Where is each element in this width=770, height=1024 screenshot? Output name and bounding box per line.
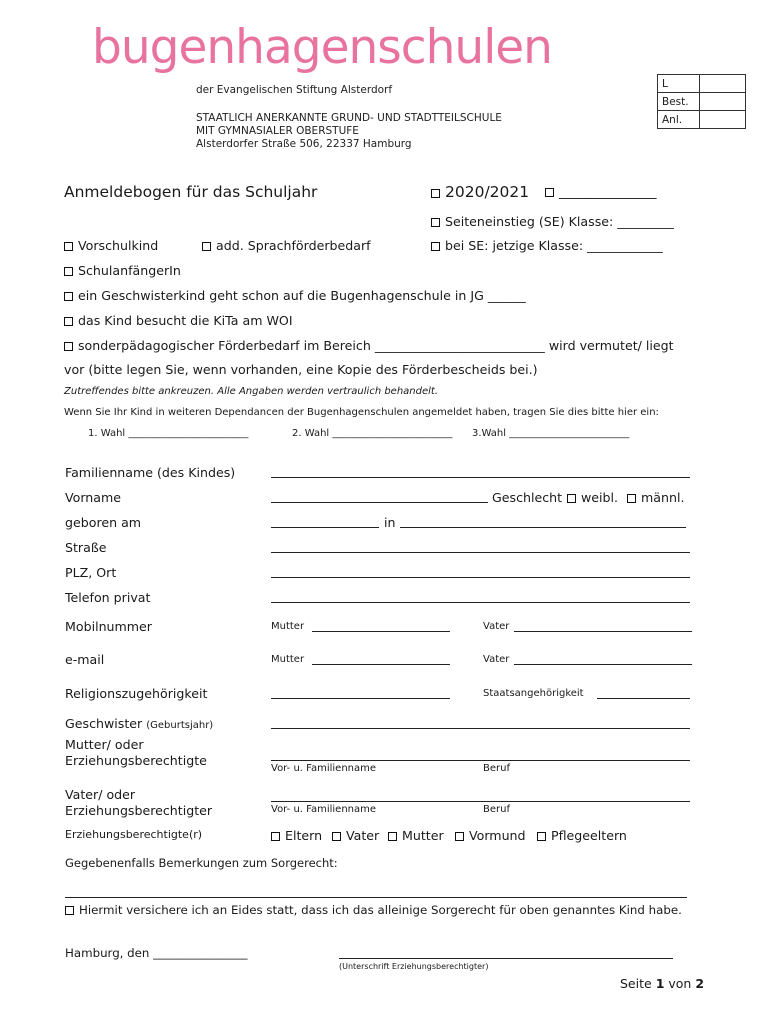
hint-text: Zutreffendes bitte ankreuzen. Alle Angaben werden vertraulich behandelt. bbox=[64, 386, 439, 397]
label-vorname: Vorname bbox=[65, 490, 122, 505]
field-geschwister[interactable] bbox=[271, 728, 690, 729]
field-mobil-vater[interactable] bbox=[514, 631, 692, 632]
label-strasse: Straße bbox=[65, 540, 107, 555]
bei-se-option[interactable]: bei SE: jetzige Klasse: ____________ bbox=[431, 238, 663, 253]
label-mutter-name: Vor- u. Familienname bbox=[271, 763, 377, 774]
vorschulkind-option[interactable]: Vorschulkind bbox=[64, 238, 158, 253]
schulanfaenger-option[interactable]: SchulanfängerIn bbox=[64, 263, 181, 278]
field-bemerkungen[interactable] bbox=[65, 897, 687, 898]
label-vater-name: Vor- u. Familienname bbox=[271, 804, 377, 815]
checkbox-maennl[interactable] bbox=[627, 494, 636, 503]
checkbox-eid[interactable] bbox=[65, 906, 74, 915]
field-telefon[interactable] bbox=[271, 602, 690, 603]
field-strasse[interactable] bbox=[271, 552, 690, 553]
label-email: e-mail bbox=[65, 652, 105, 667]
school-type-line-2: MIT GYMNASIALER OBERSTUFE bbox=[196, 125, 359, 137]
label-plz-ort: PLZ, Ort bbox=[65, 565, 117, 580]
field-geburtsort[interactable] bbox=[400, 527, 686, 528]
box-label-anl: Anl. bbox=[658, 111, 700, 129]
field-mutter-erz[interactable] bbox=[271, 760, 690, 761]
office-use-box bbox=[657, 74, 746, 129]
field-staat[interactable] bbox=[597, 698, 690, 699]
option-vater[interactable]: Vater bbox=[332, 828, 379, 843]
field-email-vater[interactable] bbox=[514, 664, 692, 665]
checkbox-schulanfaenger[interactable] bbox=[64, 267, 73, 276]
label-email-vater: Vater bbox=[483, 654, 510, 665]
label-mobil-vater: Vater bbox=[483, 621, 510, 632]
dependancen-text: Wenn Sie Ihr Kind in weiteren Dependancen der Bugenhagenschulen angemeldet haben, tragen Sie dies bitte hier ein: bbox=[64, 407, 659, 418]
field-vater-erz[interactable] bbox=[271, 801, 690, 802]
field-plz-ort[interactable] bbox=[271, 577, 690, 578]
option-weibl[interactable]: weibl. bbox=[567, 490, 618, 505]
wahl-1[interactable]: 1. Wahl ________________________ bbox=[88, 428, 249, 439]
checkbox-sprachfoerderbedarf[interactable] bbox=[202, 242, 211, 251]
checkbox-weibl[interactable] bbox=[567, 494, 576, 503]
box-field-l[interactable] bbox=[700, 75, 746, 93]
wahl-3[interactable]: 3.Wahl ________________________ bbox=[472, 428, 630, 439]
eid-option[interactable]: Hiermit versichere ich an Eides statt, dass ich das alleinige Sorgerecht für oben genanntes Kind habe. bbox=[65, 903, 682, 917]
sonderpaed-option[interactable]: sonderpädagogischer Förderbedarf im Bereich ___________________________ wird vermutet/ liegt bbox=[64, 338, 674, 353]
kita-option[interactable]: das Kind besucht die KiTa am WOI bbox=[64, 313, 293, 328]
year-option[interactable]: 2020/2021 bbox=[431, 183, 529, 201]
label-mutter-erz-2: Erziehungsberechtigte bbox=[65, 753, 207, 768]
sprachfoerderbedarf-option[interactable]: add. Sprachförderbedarf bbox=[202, 238, 371, 253]
label-mutter-erz-1: Mutter/ oder bbox=[65, 737, 144, 752]
checkbox-kita[interactable] bbox=[64, 317, 73, 326]
option-pflegeeltern[interactable]: Pflegeeltern bbox=[537, 828, 627, 843]
school-type-line-1: STAATLICH ANERKANNTE GRUND- UND STADTTEILSCHULE bbox=[196, 112, 502, 124]
school-logo: bugenhagenschulen bbox=[92, 20, 552, 75]
field-mobil-mutter[interactable] bbox=[312, 631, 450, 632]
form-title: Anmeldebogen für das Schuljahr bbox=[64, 183, 318, 201]
checkbox-mutter[interactable] bbox=[388, 832, 397, 841]
geschwisterkind-option[interactable]: ein Geschwisterkind geht schon auf die Bugenhagenschule in JG ______ bbox=[64, 288, 526, 303]
field-religion[interactable] bbox=[271, 698, 450, 699]
label-mobil-mutter: Mutter bbox=[271, 621, 305, 632]
label-telefon: Telefon privat bbox=[65, 590, 151, 605]
field-email-mutter[interactable] bbox=[312, 664, 450, 665]
checkbox-year[interactable] bbox=[431, 189, 440, 198]
checkbox-vater[interactable] bbox=[332, 832, 341, 841]
sonderpaed-note: vor (bitte legen Sie, wenn vorhanden, eine Kopie des Förderbescheids bei.) bbox=[64, 362, 538, 377]
foundation-subtitle: der Evangelischen Stiftung Alsterdorf bbox=[196, 84, 393, 96]
checkbox-eltern[interactable] bbox=[271, 832, 280, 841]
label-in: in bbox=[384, 515, 396, 530]
box-label-l: L bbox=[658, 75, 700, 93]
checkbox-vormund[interactable] bbox=[455, 832, 464, 841]
label-erz-r: Erziehungsberechtigte(r) bbox=[65, 828, 203, 841]
field-unterschrift[interactable] bbox=[339, 958, 673, 959]
page-number: Seite 1 von 2 bbox=[620, 976, 705, 991]
field-familienname[interactable] bbox=[271, 477, 690, 478]
label-unterschrift: (Unterschrift Erziehungsberechtigter) bbox=[339, 962, 489, 971]
checkbox-geschwisterkind[interactable] bbox=[64, 292, 73, 301]
label-vater-beruf: Beruf bbox=[483, 804, 510, 815]
label-religion: Religionszugehörigkeit bbox=[65, 686, 208, 701]
option-maennl[interactable]: männl. bbox=[627, 490, 684, 505]
checkbox-vorschulkind[interactable] bbox=[64, 242, 73, 251]
field-hamburg-datum[interactable]: Hamburg, den ________________ bbox=[65, 946, 248, 960]
seiteneinstieg-option[interactable]: Seiteneinstieg (SE) Klasse: _________ bbox=[431, 214, 674, 229]
checkbox-year-other[interactable] bbox=[545, 188, 554, 197]
field-vorname[interactable] bbox=[271, 502, 488, 503]
option-vormund[interactable]: Vormund bbox=[455, 828, 526, 843]
field-geburtsdatum[interactable] bbox=[271, 527, 379, 528]
box-label-best: Best. bbox=[658, 93, 700, 111]
label-vater-erz-2: Erziehungsberechtigter bbox=[65, 803, 213, 818]
school-address: Alsterdorfer Straße 506, 22337 Hamburg bbox=[196, 138, 412, 150]
wahl-2[interactable]: 2. Wahl ________________________ bbox=[292, 428, 453, 439]
label-bemerkungen: Gegebenenfalls Bemerkungen zum Sorgerecht: bbox=[65, 856, 338, 870]
label-geboren: geboren am bbox=[65, 515, 142, 530]
box-field-best[interactable] bbox=[700, 93, 746, 111]
checkbox-bei-se[interactable] bbox=[431, 242, 440, 251]
label-familienname: Familienname (des Kindes) bbox=[65, 465, 236, 480]
label-geschwister: Geschwister (Geburtsjahr) bbox=[65, 716, 214, 731]
option-mutter[interactable]: Mutter bbox=[388, 828, 444, 843]
checkbox-pflegeeltern[interactable] bbox=[537, 832, 546, 841]
label-mobil: Mobilnummer bbox=[65, 619, 152, 634]
checkbox-seiteneinstieg[interactable] bbox=[431, 218, 440, 227]
label-vater-erz-1: Vater/ oder bbox=[65, 787, 136, 802]
year-other-option[interactable]: _______________ bbox=[545, 185, 657, 200]
box-field-anl[interactable] bbox=[700, 111, 746, 129]
option-eltern[interactable]: Eltern bbox=[271, 828, 322, 843]
label-staat: Staatsangehörigkeit bbox=[483, 688, 584, 699]
checkbox-sonderpaed[interactable] bbox=[64, 342, 73, 351]
label-email-mutter: Mutter bbox=[271, 654, 305, 665]
label-mutter-beruf: Beruf bbox=[483, 763, 510, 774]
label-geschlecht: Geschlecht bbox=[492, 490, 563, 505]
